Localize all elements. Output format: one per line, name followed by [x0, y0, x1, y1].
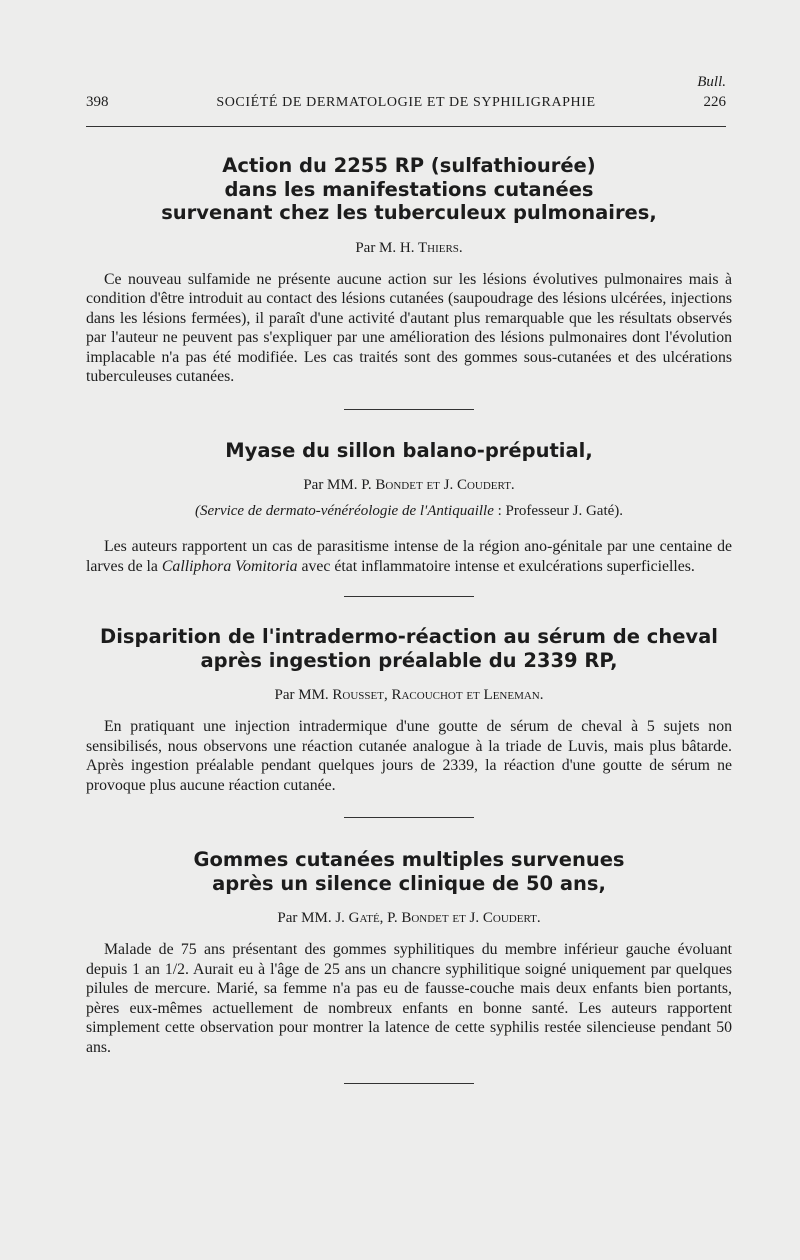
running-title: SOCIÉTÉ DE DERMATOLOGIE ET DE SYPHILIGRAPHIE	[216, 95, 596, 110]
running-header	[86, 94, 726, 111]
article-title: Myase du sillon balano-préputial,	[225, 438, 593, 462]
header-rule	[86, 126, 726, 127]
article-body: Les auteurs rapportent un cas de parasitisme intense de la région ano-génitale par une centaine de larves de la Calliphora Vomitoria avec état inflammatoire intense et exulcérations superficielles.	[86, 538, 732, 575]
article-byline: Par MM. J. Gaté, P. Bondet et J. Coudert.	[277, 910, 541, 926]
article-byline: Par M. H. Thiers.	[355, 239, 463, 256]
section-separator	[344, 596, 474, 597]
article-byline: Par MM. P. Bondet et J. Coudert.	[303, 477, 515, 493]
bulletin-number: 226	[703, 94, 726, 110]
article-myase	[86, 439, 732, 577]
article-intradermo	[86, 625, 732, 795]
article-byline: Par MM. Rousset, Racouchot et Leneman.	[274, 687, 544, 703]
section-separator	[344, 1083, 474, 1084]
article-title: Disparition de l'intradermo-réaction au sérum de cheval après ingestion préalable du 2339 RP,	[100, 625, 718, 672]
section-separator	[344, 409, 474, 410]
species-name: Calliphora Vomitoria	[161, 557, 298, 575]
section-separator	[344, 817, 474, 818]
article-authors: P. Bondet et J. Coudert.	[361, 477, 515, 493]
article-title: Action du 2255 RP (sulfathiourée) dans les manifestations cutanées survenant chez les tuberculeux pulmonaires,	[161, 154, 657, 224]
article-gommes	[86, 848, 732, 1057]
article-authors: J. Gaté, P. Bondet et J. Coudert.	[335, 910, 541, 926]
article-list	[86, 154, 732, 1084]
article-body: Malade de 75 ans présentant des gommes syphilitiques du membre inférieur gauche évoluant depuis 1 an 1/2. Aurait eu à l'âge de 25 ans un chancre syphilitique soigné uniquement par quelques pilules de mercure. Marié, sa femme n'a pas eu de fausse-couche mais deux enfants bien portants, pères eux-mêmes actuellement de nombreux enfants en bonne santé. Les auteurs rapportent simplement cette observation pour montrer la latence de cette syphilis restée silencieuse pendant 50 ans.	[86, 941, 732, 1056]
article-authors: Rousset, Racouchot et Leneman.	[332, 687, 544, 703]
article-body: Ce nouveau sulfamide ne présente aucune action sur les lésions évolutives pulmonaires mais à condition d'être introduit au contact des lésions cutanées (saupoudrage des lésions ulcérées, injections dans les lésions fermées), il paraît d'une activité d'autant plus remarquable que les résultats observés par l'auteur ne peuvent pas s'expliquer par une amélioration des lésions pulmonaires dont l'évolution implacable n'a pas été modifiée. Les cas traités sont des gommes sous-cutanées et des ulcérations tuberculeuses cutanées.	[86, 270, 732, 385]
article-authors: H. Thiers.	[399, 239, 463, 256]
article-affiliation: (Service de dermato-vénéréologie de l'Antiquaille : Professeur J. Gaté).	[194, 503, 624, 519]
article-title: Gommes cutanées multiples survenues après un silence clinique de 50 ans,	[193, 848, 625, 895]
article-body: En pratiquant une injection intradermique d'une goutte de sérum de cheval à 5 sujets non sensibilisés, nous observons une réaction cutanée analogue à la triade de Luvis, mais plus bâtarde. Après ingestion préalable pendant quelques jours de 2339, la réaction d'une goutte de sérum ne provoque plus aucune réaction cutanée.	[86, 718, 732, 794]
corner-note: Bull.	[697, 74, 726, 90]
article-sulfathiouree	[86, 154, 732, 387]
page-number: 398	[86, 94, 109, 110]
